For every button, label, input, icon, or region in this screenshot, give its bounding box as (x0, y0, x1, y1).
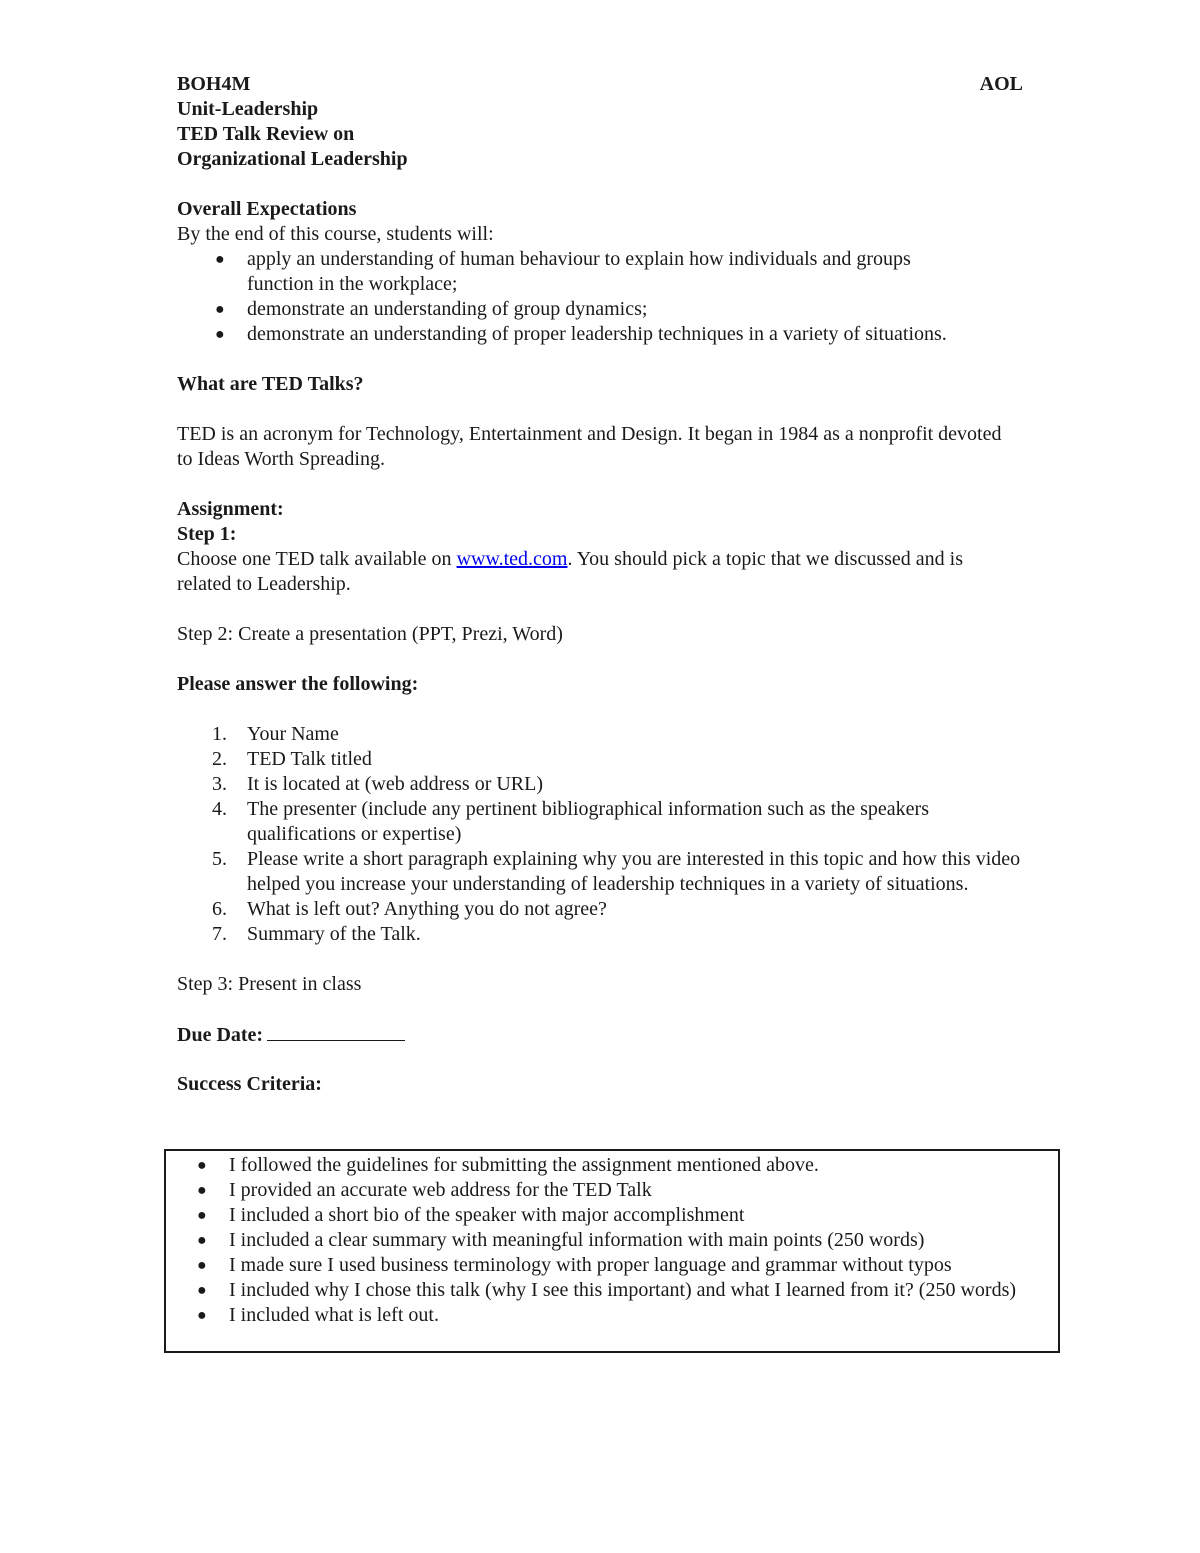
document-page (177, 72, 1027, 1097)
expectations-list (177, 247, 1027, 347)
success-criteria-box (164, 1149, 1060, 1353)
list-item: ● apply an understanding of human behaviour to explain how individuals and groups function in the workplace; (215, 248, 911, 295)
criteria-heading: Success Criteria: (177, 1073, 322, 1095)
bullet-icon: ● (197, 1157, 207, 1174)
ted-link[interactable]: www.ted.com (456, 548, 568, 570)
list-item: ● I included what is left out. (197, 1304, 439, 1326)
step1-paragraph: Choose one TED talk available on www.ted.com. You should pick a topic that we discussed and is related to Leadership. (177, 548, 963, 595)
list-item: ● I provided an accurate web address for the TED Talk (197, 1179, 652, 1201)
ted-heading: What are TED Talks? (177, 373, 364, 395)
due-date-label: Due Date: (177, 1024, 264, 1046)
course-code: BOH4M (177, 73, 251, 95)
list-item: 7. Summary of the Talk. (212, 923, 421, 945)
header-row (177, 72, 1023, 97)
due-date-blank (267, 1022, 405, 1041)
bullet-icon: ● (197, 1307, 207, 1324)
bullet-icon: ● (197, 1282, 207, 1299)
list-item: 3. It is located at (web address or URL) (212, 773, 544, 795)
questions-heading: Please answer the following: (177, 673, 419, 695)
step3-text: Step 3: Present in class (177, 973, 362, 995)
list-item: ● demonstrate an understanding of group dynamics; (215, 298, 648, 320)
bullet-icon: ● (215, 301, 225, 318)
bullet-icon: ● (197, 1232, 207, 1249)
bullet-icon: ● (197, 1257, 207, 1274)
list-item: 1. Your Name (212, 723, 339, 745)
assignment-heading: Assignment: (177, 498, 284, 520)
list-item: ● I included a short bio of the speaker with major accomplishment (197, 1204, 745, 1226)
criteria-list (166, 1153, 1058, 1328)
list-item: ● I made sure I used business terminology with proper language and grammar without typos (197, 1254, 952, 1276)
bullet-icon: ● (215, 326, 225, 343)
bullet-icon: ● (197, 1182, 207, 1199)
expectations-intro: By the end of this course, students will: (177, 223, 494, 245)
ted-paragraph: TED is an acronym for Technology, Entertainment and Design. It began in 1984 as a nonprofit devoted to Ideas Worth Spreading. (177, 423, 1002, 470)
doc-title-line1: TED Talk Review on (177, 123, 355, 145)
list-item: ● I included a clear summary with meaningful information with main points (250 words) (197, 1229, 925, 1251)
doc-title-line2: Organizational Leadership (177, 148, 408, 170)
expectations-heading: Overall Expectations (177, 198, 357, 220)
step2-text: Step 2: Create a presentation (PPT, Prezi, Word) (177, 623, 563, 645)
list-item: ● demonstrate an understanding of proper leadership techniques in a variety of situations. (215, 323, 947, 345)
aol-tag: AOL (979, 73, 1023, 95)
list-item: ● I followed the guidelines for submitting the assignment mentioned above. (197, 1154, 819, 1176)
list-item: 4. The presenter (include any pertinent bibliographical information such as the speakers qualifications or expertise) (212, 798, 929, 845)
bullet-icon: ● (197, 1207, 207, 1224)
list-item: 5. Please write a short paragraph explaining why you are interested in this topic and how this video helped you increase your understanding of leadership techniques in a variety of situations. (212, 848, 1021, 895)
list-item: 2. TED Talk titled (212, 748, 372, 770)
list-item: 6. What is left out? Anything you do not agree? (212, 898, 607, 920)
unit-title: Unit-Leadership (177, 98, 319, 120)
questions-list (177, 722, 1027, 947)
due-date (177, 1022, 1027, 1047)
step1-label: Step 1: (177, 523, 237, 545)
bullet-icon: ● (215, 251, 225, 268)
list-item: ● I included why I chose this talk (why I see this important) and what I learned from it? (250 words) (197, 1279, 1017, 1301)
